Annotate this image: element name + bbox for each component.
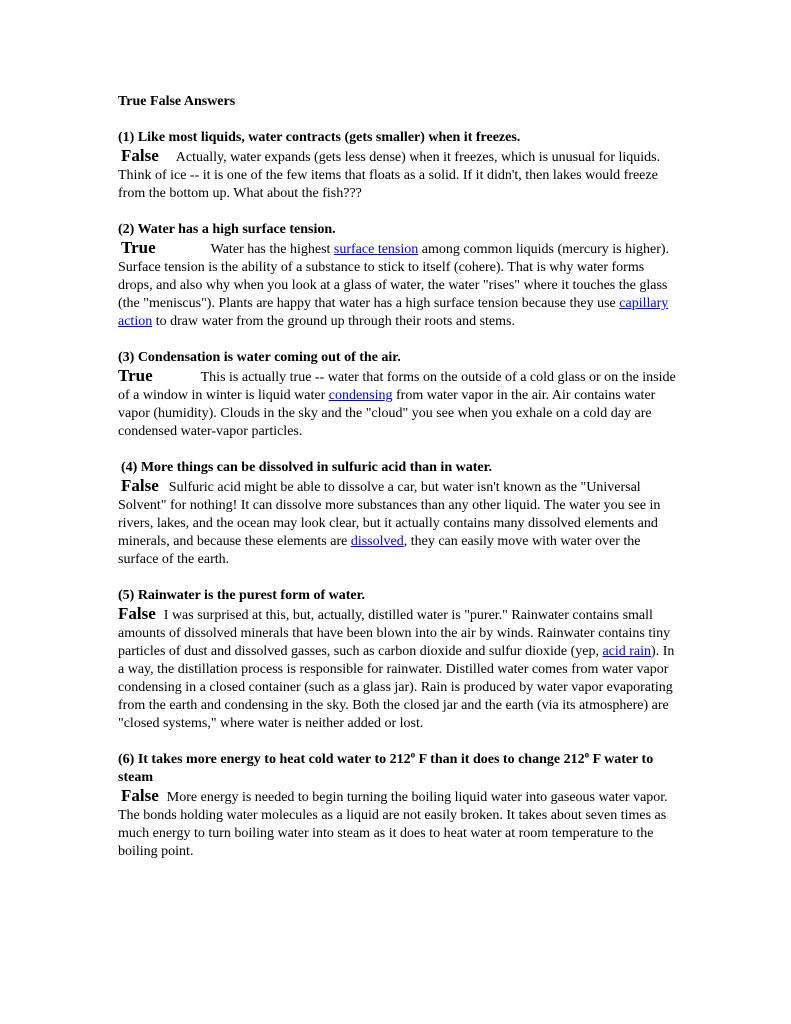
qa-item-3 [118,349,678,441]
capillary-action-link[interactable]: capillary action [118,296,669,329]
qa-item-1 [118,129,678,203]
verdict-3: True [118,366,153,385]
answer-4 [118,477,678,569]
qa-item-4 [118,459,678,569]
answer-6-text: More energy is needed to begin turning the boiling liquid water into gaseous water vapor. The bonds holding water molecules as a liquid are not easily broken. It takes about seven times as much energy to turn boiling water into steam as it does to heat water at room temperature to the boiling point. [118,790,668,859]
answer-3-text-a: This is actually true -- water that forms on the outside of a cold glass or on the inside of a window in winter is liquid water [118,370,676,403]
question-6-text-b: F than it does to change 212 [415,752,585,767]
verdict-4: False [121,476,159,495]
verdict-1: False [121,146,159,165]
acid-rain-link[interactable]: acid rain [602,644,652,659]
degree-superscript-2: o [584,749,590,760]
qa-item-6 [118,751,678,861]
question-4 [118,459,678,477]
question-5: (5) Rainwater is the purest form of water. [118,588,366,603]
surface-tension-link[interactable]: surface tension [333,242,419,257]
answer-3 [118,367,678,441]
answer-5-text-a: I was surprised at this, but, actually, distilled water is "purer." Rainwater contains small amounts of dissolved minerals that have been blown into the air by winds. Rainwater contains tiny particles of dust and dissolved gasses, such as carbon dioxide and sulfur dioxide (yep, [118,608,671,659]
degree-superscript-1: o [410,749,416,760]
question-2: (2) Water has a high surface tension. [118,222,336,237]
verdict-2: True [121,238,156,257]
document-title: True False Answers [118,94,236,109]
answer-2-text-a: Water has the highest [210,242,334,257]
answer-5 [118,605,678,733]
qa-item-2 [118,221,678,331]
answer-5-text-b: ). In a way, the distillation process is responsible for rainwater. Distilled water comes from water vapor condensing in a closed container (such as a glass jar). Rain is produced by water vapor evaporating from the earth and condensing in the sky. Both the closed jar and the earth (via its atmosphere) are "closed systems," where water is neither added or lost. [118,644,675,731]
answer-3-text-b: from water vapor in the air. Air contains water vapor (humidity). Clouds in the sky and the "cloud" you see when you exhale on a cold day are condensed water-vapor particles. [118,388,656,439]
answer-4-text-b: , they can easily move with water over the surface of the earth. [118,534,641,567]
answer-2-text-b: among common liquids (mercury is higher). Surface tension is the ability of a substance to stick to itself (cohere). That is why water forms drops, and also why when you look at a glass of water, the water "rises" where it touches the glass (the "meniscus"). Plants are happy that water has a high surface tension because they use [118,242,670,311]
question-3: (3) Condensation is water coming out of the air. [118,350,401,365]
verdict-5: False [118,604,156,623]
answer-2 [118,239,678,331]
qa-item-5 [118,587,678,733]
document-page [118,93,678,879]
verdict-6: False [121,786,159,805]
question-6-text-c: F water to steam [118,752,654,785]
answer-1-text: Actually, water expands (gets less dense) when it freezes, which is unusual for liquids. Think of ice -- it is one of the few items that floats as a solid. If it didn't, then lakes would freeze from the bottom up. What about the fish??? [118,150,661,201]
answer-6 [118,787,678,861]
condensing-link[interactable]: condensing [328,388,393,403]
answer-4-text-a: Sulfuric acid might be able to dissolve a car, but water isn't known as the "Universal Solvent" for nothing! It can dissolve more substances than any other liquid. The water you see in rivers, lakes, and the ocean may look clear, but it actually contains many dissolved elements and minerals, and because these elements are [118,480,661,549]
dissolved-link[interactable]: dissolved [350,534,404,549]
question-4-text: (4) More things can be dissolved in sulfuric acid than in water. [121,460,493,475]
answer-1 [118,147,678,203]
question-6-text-a: (6) It takes more energy to heat cold water to 212 [118,752,411,767]
answer-2-text-c: to draw water from the ground up through their roots and stems. [152,314,515,329]
question-1: (1) Like most liquids, water contracts (gets smaller) when it freezes. [118,130,521,145]
question-6 [118,751,678,787]
